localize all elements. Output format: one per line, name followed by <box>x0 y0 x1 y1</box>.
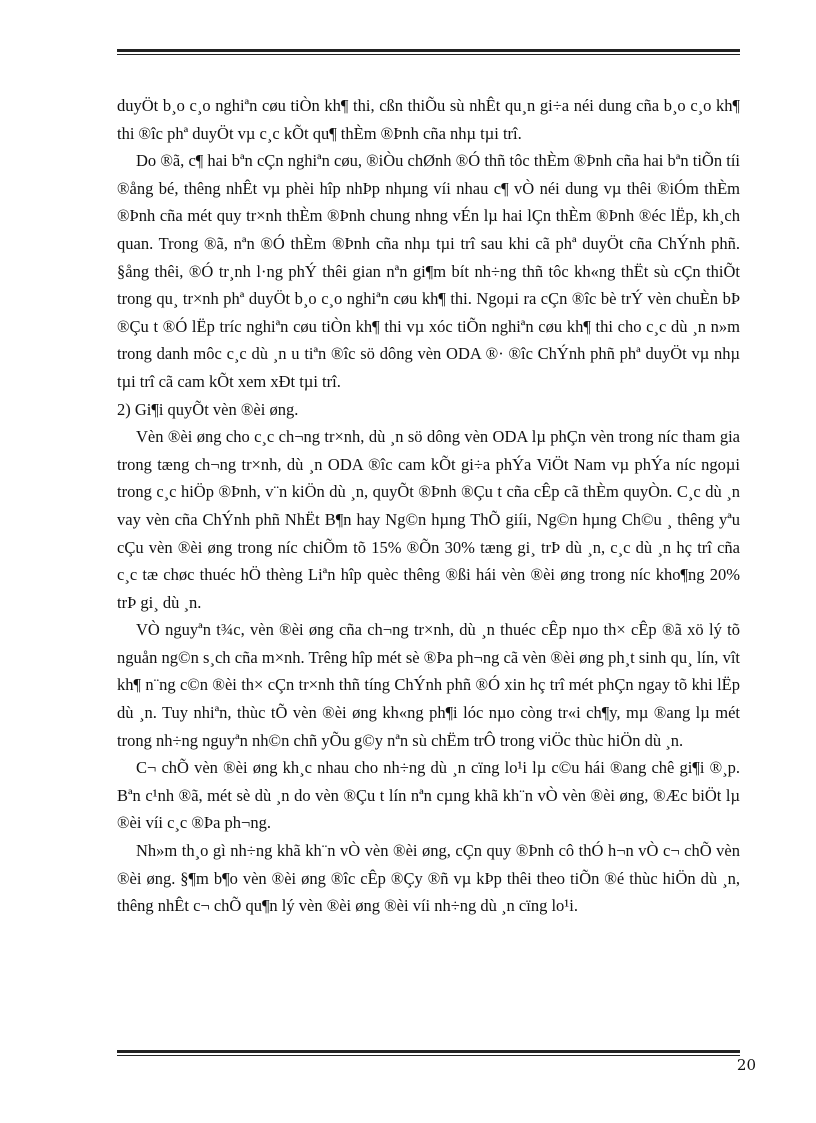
paragraph-6: Nh»m th¸o gì nh÷ng khã kh¨n vÒ vèn ®èi øng, cÇn quy ®Þnh cô thÓ h¬n vÒ c¬ chÕ vèn ®èi øng. §¶m b¶o vèn ®èi øng ®îc cÊp ®Çy ®ñ vµ kÞp thêi theo tiÕn ®é thùc hiÖn dù ¸n, thêng nhÊt c¬ chÕ qu¶n lý vèn ®èi øng ®èi víi nh÷ng dù ¸n cïng lo¹i. <box>117 841 740 916</box>
paragraph-2: Do ®ã, c¶ hai bªn cÇn nghiªn cøu, ®iÒu chØnh ®Ó thñ tôc thÈm ®Þnh cña hai bªn tiÕn tíi ®ång bé, thêng nhÊt vµ phèi hîp nhÞp nhµng víi nhau c¶ vÒ néi dung vµ thêi ®iÓm thÈm ®Þnh cña mét quy tr×nh thÈm ®Þnh chung nhng vÉn lµ hai lÇn thÈm ®Þnh ®éc lËp, kh¸ch quan. Trong ®ã, nªn ®Ó thÈm ®Þnh cña nhµ tµi trî sau khi cã phª duyÖt cña ChÝnh phñ. §ång thêi, ®Ó tr¸nh l·ng phÝ thêi gian nªn gi¶m bít nh÷ng thñ tôc kh«ng thËt sù cÇn thiÕt trong qu¸ tr×nh phª duyÖt b¸o c¸o nghiªn cøu kh¶ thi. Ngoµi ra cÇn ®îc bè trÝ vèn chuÈn bÞ ®Çu t ®Ó lËp tríc nghiªn cøu tiÒn kh¶ thi vµ xóc tiÕn nghiªn cøu kh¶ thi cho c¸c dù ¸n n»m trong danh môc c¸c dù ¸n u tiªn ®îc sö dông vèn ODA ®· ®îc ChÝnh phñ phª duyÖt vµ nhµ tµi trî cã cam kÕt xem xÐt tµi trî. <box>117 151 740 391</box>
page-number: 20 <box>736 1056 756 1074</box>
header-rule <box>117 49 740 55</box>
paragraph-5: C¬ chÕ vèn ®èi øng kh¸c nhau cho nh÷ng dù ¸n cïng lo¹i lµ c©u hái ®ang chê gi¶i ®¸p. Bªn c¹nh ®ã, mét sè dù ¸n do vèn ®Çu t lín nªn cµng khã kh¨n vÒ vèn ®èi øng, ®Æc biÖt lµ ®èi víi c¸c ®Þa ph¬ng. <box>117 758 740 833</box>
paragraph-4: VÒ nguyªn t¾c, vèn ®èi øng cña ch¬ng tr×nh, dù ¸n thuéc cÊp nµo th× cÊp ®ã xö lý tõ nguån ng©n s¸ch cña m×nh. Trêng hîp mét sè ®Þa ph¬ng cã vèn ®èi øng ph¸t sinh qu¸ lín, vît kh¶ n¨ng c©n ®èi th× cÇn tr×nh thñ tíng ChÝnh phñ ®Ó xin hç trî mét phÇn ngay tõ khi lËp dù ¸n. Tuy nhiªn, thùc tÕ vèn ®èi øng kh«ng ph¶i lóc nµo còng tr«i ch¶y, mµ ®ang lµ mét trong nh÷ng nguyªn nh©n chñ yÕu g©y nªn sù chËm trÔ trong viÖc thùc hiÖn dù ¸n. <box>117 620 740 750</box>
footer-rule <box>117 1050 740 1056</box>
section-heading: 2) Gi¶i quyÕt vèn ®èi øng. <box>117 399 299 419</box>
paragraph-3: Vèn ®èi øng cho c¸c ch¬ng tr×nh, dù ¸n sö dông vèn ODA lµ phÇn vèn trong níc tham gia trong tæng ch¬ng tr×nh, dù ¸n ODA ®îc cam kÕt gi÷a phÝa ViÖt Nam vµ phÝa níc ngoµi trong c¸c hiÖp ®Þnh, v¨n kiÖn dù ¸n, quyÕt ®Þnh ®Çu t cña cÊp cã thÈm quyÒn. C¸c dù ¸n vay vèn cña ChÝnh phñ NhËt B¶n hay Ng©n hµng ThÕ giíi, Ng©n hµng Ch©u ¸ thêng yªu cÇu vèn ®èi øng trong níc chiÕm tõ 15% ®Õn 30% tæng gi¸ trÞ dù ¸n, c¸c dù ¸n hç trî cña c¸c tæ chøc thuéc hÖ thèng Liªn hîp quèc thêng ®ßi hái vèn ®èi øng trong níc kho¶ng 20% trÞ gi¸ dù ¸n. <box>117 427 740 612</box>
paragraph-1: duyÖt b¸o c¸o nghiªn cøu tiÒn kh¶ thi, cßn thiÕu sù nhÊt qu¸n gi÷a néi dung cña b¸o c¸o kh¶ thi ®îc phª duyÖt vµ c¸c kÕt qu¶ thÈm ®Þnh cña nhµ tµi trî. <box>117 96 740 143</box>
document-body <box>117 92 740 920</box>
